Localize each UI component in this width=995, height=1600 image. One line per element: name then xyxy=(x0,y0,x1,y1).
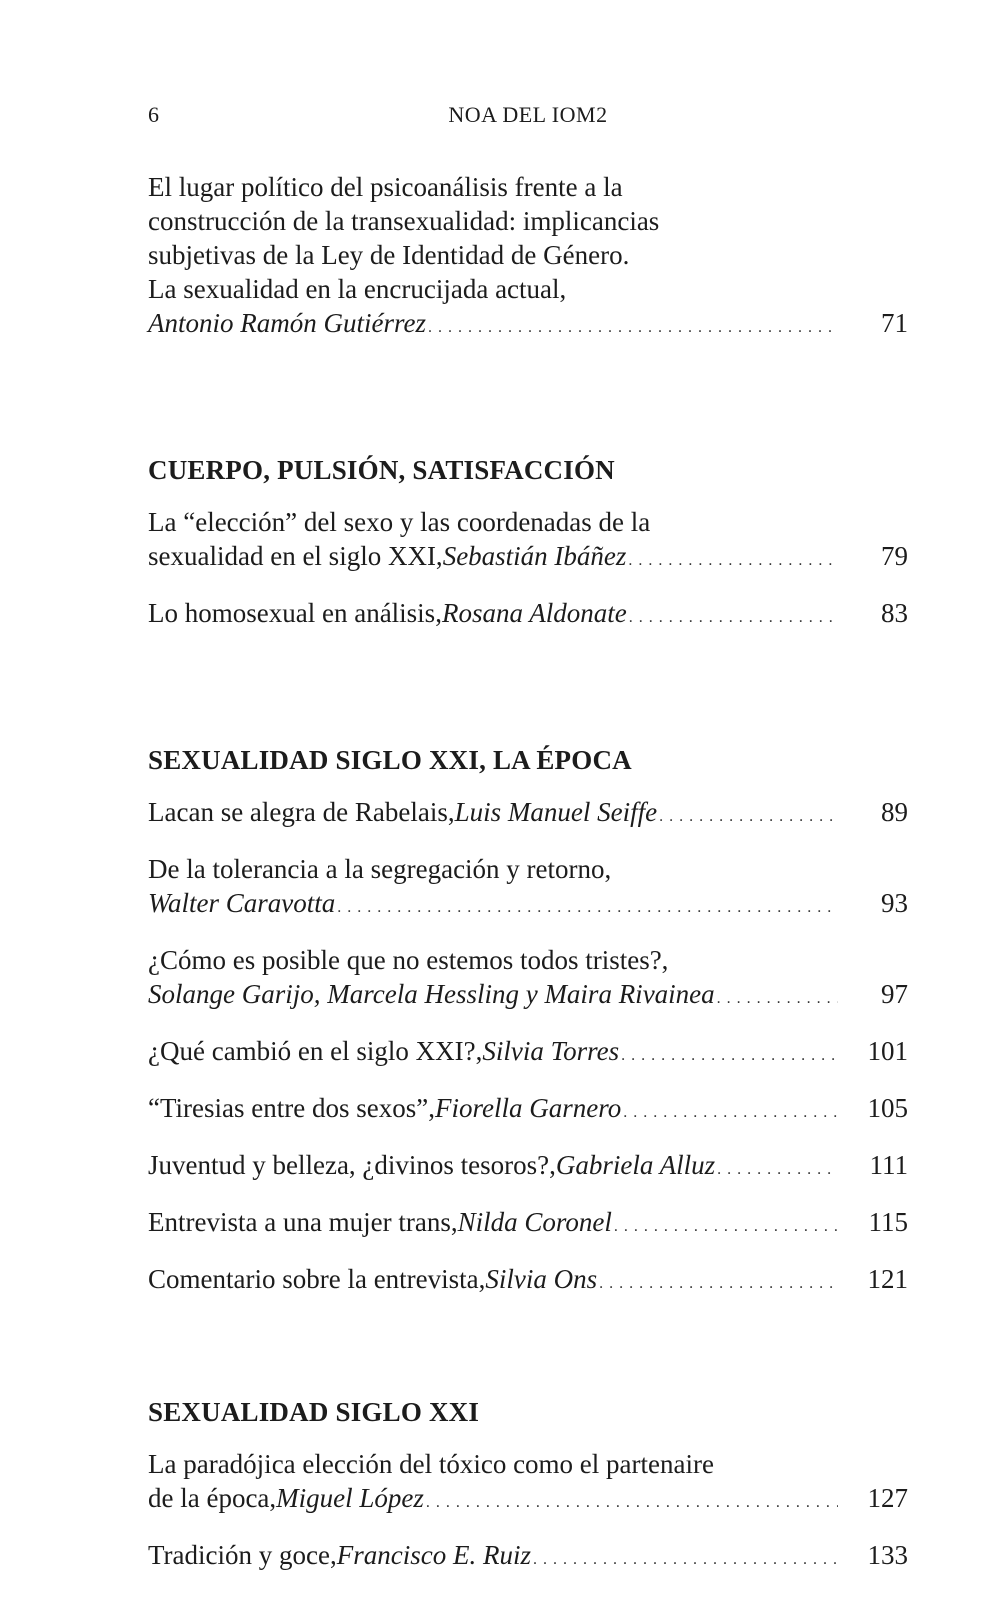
toc-entry xyxy=(148,1447,908,1520)
entry-author-line xyxy=(148,886,908,925)
entry-title-text: sexualidad en el siglo XXI, xyxy=(148,541,443,571)
entry-title-text: Lo homosexual en análisis, xyxy=(148,598,442,628)
section-spacer xyxy=(148,653,908,745)
entry-page-number: 97 xyxy=(881,979,908,1009)
entry-author: Fiorella Garnero xyxy=(434,1093,622,1123)
entry-title-text: de la época, xyxy=(148,1483,277,1513)
entry-page-number: 127 xyxy=(867,1483,908,1513)
dot-leader xyxy=(533,1543,838,1577)
toc-entry xyxy=(148,1538,908,1577)
dot-leader xyxy=(659,800,838,834)
entry-author-line xyxy=(148,977,908,1016)
entry-author-line xyxy=(148,596,908,635)
entry-author-line xyxy=(148,1481,908,1520)
dot-leader xyxy=(621,1039,838,1073)
dot-leader xyxy=(614,1210,838,1244)
toc-entry xyxy=(148,1091,908,1130)
entry-page-number: 79 xyxy=(881,541,908,571)
entry-author-line xyxy=(148,1262,908,1301)
section-spacer xyxy=(148,1319,908,1397)
entry-author: Miguel López xyxy=(276,1483,424,1513)
toc-entry xyxy=(148,1034,908,1073)
entry-title-text: Entrevista a una mujer trans, xyxy=(148,1207,458,1237)
page-header xyxy=(148,102,908,136)
entry-title-line: La paradójica elección del tóxico como el partenaire xyxy=(148,1449,714,1479)
section-heading: SEXUALIDAD SIGLO XXI xyxy=(148,1397,480,1427)
dot-leader xyxy=(623,1096,838,1130)
dot-leader xyxy=(717,982,838,1016)
dot-leader xyxy=(629,601,838,635)
entry-author: Antonio Ramón Gutiérrez xyxy=(148,308,426,338)
entry-page-number: 101 xyxy=(867,1036,908,1066)
toc-entry xyxy=(148,596,908,635)
entry-author: Solange Garijo, Marcela Hessling y Maira Rivainea xyxy=(148,979,715,1009)
entry-title-text: “Tiresias entre dos sexos”, xyxy=(148,1093,435,1123)
entry-title-line: subjetivas de la Ley de Identidad de Género. xyxy=(148,240,630,270)
entry-page-number: 115 xyxy=(868,1207,908,1237)
toc-entry xyxy=(148,1148,908,1187)
dot-leader xyxy=(428,311,838,345)
entry-author-line xyxy=(148,539,908,578)
entry-author: Sebastián Ibáñez xyxy=(442,541,627,571)
entry-title-line: construcción de la transexualidad: implicancias xyxy=(148,206,660,236)
entry-author-line xyxy=(148,1034,908,1073)
entry-page-number: 71 xyxy=(881,308,908,338)
entry-author: Luis Manuel Seiffe xyxy=(454,797,658,827)
entry-author: Nilda Coronel xyxy=(457,1207,612,1237)
entry-title-line: La “elección” del sexo y las coordenadas de la xyxy=(148,507,651,537)
entry-author-line xyxy=(148,306,908,345)
entry-title-text: ¿Qué cambió en el siglo XXI?, xyxy=(148,1036,483,1066)
dot-leader xyxy=(628,544,838,578)
entry-title-text: Tradición y goce, xyxy=(148,1540,337,1570)
entry-title-text: Comentario sobre la entrevista, xyxy=(148,1264,486,1294)
entry-title-text: Juventud y belleza, ¿divinos tesoros?, xyxy=(148,1150,556,1180)
entry-page-number: 83 xyxy=(881,598,908,628)
entry-page-number: 105 xyxy=(867,1093,908,1123)
section-spacer xyxy=(148,363,908,455)
entry-title-line: ¿Cómo es posible que no estemos todos tristes?, xyxy=(148,945,669,975)
entry-author-line xyxy=(148,795,908,834)
table-of-contents xyxy=(148,170,908,1595)
entry-page-number: 89 xyxy=(881,797,908,827)
entry-title-text: Lacan se alegra de Rabelais, xyxy=(148,797,455,827)
toc-entry xyxy=(148,795,908,834)
dot-leader xyxy=(599,1267,838,1301)
toc-entry xyxy=(148,852,908,925)
toc-entry xyxy=(148,1262,908,1301)
dot-leader xyxy=(337,891,838,925)
toc-entry xyxy=(148,943,908,1016)
running-title: NOA DEL IOM2 xyxy=(448,102,608,127)
entry-author-line xyxy=(148,1148,908,1187)
toc-entry xyxy=(148,170,908,345)
page-number: 6 xyxy=(148,102,159,127)
entry-page-number: 121 xyxy=(867,1264,908,1294)
entry-author-line xyxy=(148,1538,908,1577)
toc-entry xyxy=(148,1205,908,1244)
section-heading: CUERPO, PULSIÓN, SATISFACCIÓN xyxy=(148,455,615,485)
entry-author-line xyxy=(148,1205,908,1244)
entry-title-line: La sexualidad en la encrucijada actual, xyxy=(148,274,567,304)
entry-title-line: De la tolerancia a la segregación y retorno, xyxy=(148,854,612,884)
entry-author: Gabriela Alluz xyxy=(555,1150,716,1180)
dot-leader xyxy=(717,1153,838,1187)
entry-title-line: El lugar político del psicoanálisis frente a la xyxy=(148,172,623,202)
toc-entry xyxy=(148,505,908,578)
entry-author: Silvia Torres xyxy=(482,1036,620,1066)
entry-author: Walter Caravotta xyxy=(148,888,336,918)
entry-page-number: 133 xyxy=(867,1540,908,1570)
entry-page-number: 111 xyxy=(869,1150,908,1180)
entry-author: Rosana Aldonate xyxy=(441,598,627,628)
dot-leader xyxy=(426,1486,838,1520)
entry-page-number: 93 xyxy=(881,888,908,918)
entry-author: Francisco E. Ruiz xyxy=(336,1540,531,1570)
section-heading: SEXUALIDAD SIGLO XXI, LA ÉPOCA xyxy=(148,745,632,775)
entry-author-line xyxy=(148,1091,908,1130)
entry-author: Silvia Ons xyxy=(485,1264,598,1294)
